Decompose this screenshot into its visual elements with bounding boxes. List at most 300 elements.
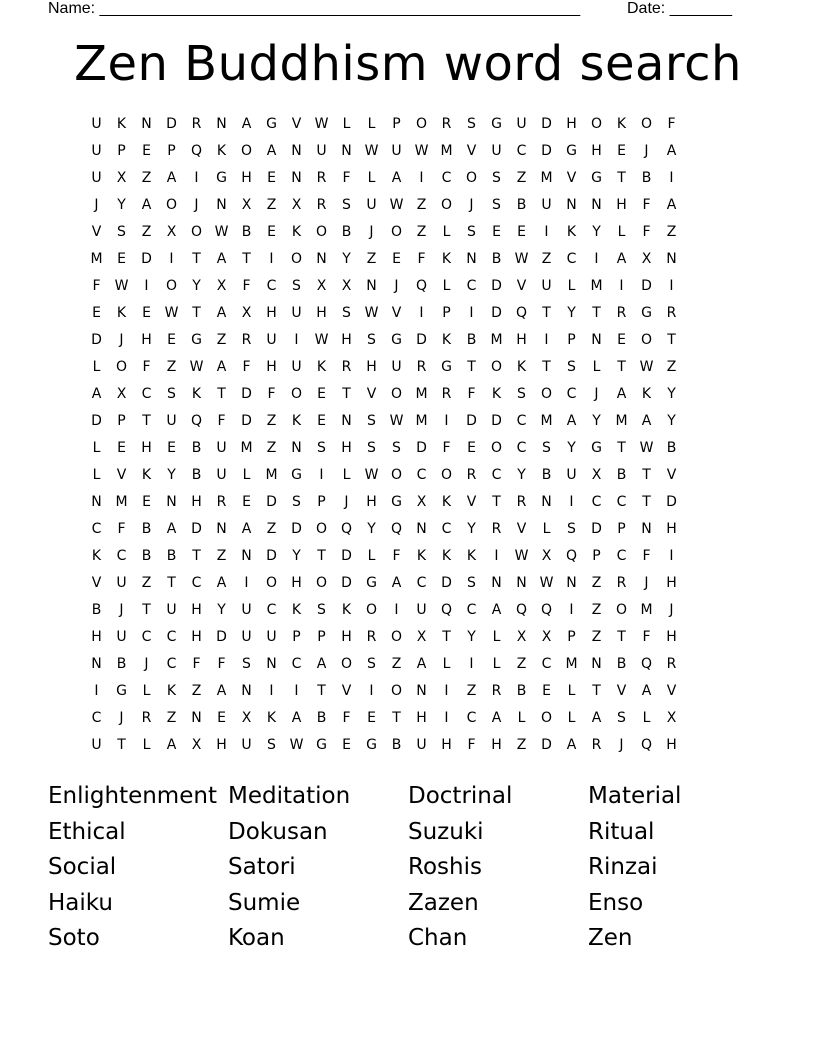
grid-letter: O (340, 656, 353, 672)
grid-letter: O (290, 386, 303, 402)
grid-letter: L (442, 656, 451, 672)
grid-letter: Z (391, 656, 402, 672)
grid-letter: K (116, 116, 127, 132)
grid-letter: K (566, 224, 577, 240)
grid-letter: K (141, 467, 152, 483)
grid-letter: V (516, 278, 527, 294)
grid-letter: R (491, 521, 502, 537)
grid-letter: L (567, 710, 576, 726)
grid-letter: P (317, 629, 326, 645)
grid-letter: W (364, 143, 379, 159)
grid-letter: F (642, 224, 651, 240)
grid-letter: A (641, 413, 652, 429)
grid-letter: T (192, 251, 201, 267)
grid-letter: C (166, 656, 177, 672)
grid-letter: N (416, 683, 427, 699)
grid-letter: C (516, 440, 527, 456)
grid-letter: T (492, 494, 501, 510)
grid-letter: D (266, 548, 277, 564)
grid-letter: N (541, 494, 552, 510)
grid-letter: W (639, 359, 654, 375)
grid-letter: C (541, 656, 552, 672)
grid-letter: H (616, 197, 627, 213)
grid-letter: I (669, 278, 674, 294)
grid-letter: J (644, 143, 649, 159)
grid-letter: R (341, 359, 352, 375)
grid-letter: C (616, 494, 627, 510)
grid-letter: T (442, 629, 451, 645)
grid-letter: Y (592, 224, 601, 240)
grid-letter: B (466, 332, 477, 348)
grid-letter: Q (190, 413, 203, 429)
grid-letter: B (391, 737, 402, 753)
grid-letter: Z (266, 197, 277, 213)
grid-letter: N (491, 575, 502, 591)
grid-letter: T (192, 548, 201, 564)
grid-letter: A (241, 521, 252, 537)
grid-letter: V (91, 224, 102, 240)
grid-letter: C (516, 413, 527, 429)
grid-letter: K (266, 710, 277, 726)
grid-letter: F (267, 386, 276, 402)
grid-letter: Y (667, 413, 676, 429)
grid-letter: R (591, 737, 602, 753)
grid-letter: U (266, 629, 277, 645)
grid-letter: R (666, 305, 677, 321)
grid-letter: R (241, 332, 252, 348)
grid-letter: D (91, 413, 102, 429)
grid-letter: V (91, 575, 102, 591)
grid-letter: H (491, 737, 502, 753)
grid-letter: U (91, 143, 102, 159)
grid-letter: F (642, 629, 651, 645)
grid-letter: F (467, 737, 476, 753)
grid-letter: I (419, 305, 424, 321)
grid-letter: H (591, 143, 602, 159)
grid-letter: A (316, 656, 327, 672)
grid-letter: K (516, 359, 527, 375)
grid-letter: Y (367, 521, 376, 537)
word-list-item: Sumie (228, 889, 301, 916)
grid-letter: S (367, 332, 376, 348)
grid-letter: N (216, 197, 227, 213)
grid-row (84, 247, 732, 274)
grid-letter: C (116, 548, 127, 564)
grid-row (84, 517, 732, 544)
grid-letter: B (116, 656, 127, 672)
grid-letter: F (642, 548, 651, 564)
grid-letter: O (590, 116, 603, 132)
grid-letter: E (317, 413, 326, 429)
grid-letter: V (391, 305, 402, 321)
grid-letter: S (317, 602, 326, 618)
grid-letter: D (541, 116, 552, 132)
grid-letter: S (367, 440, 376, 456)
grid-letter: D (166, 116, 177, 132)
grid-letter: J (369, 224, 374, 240)
grid-letter: S (617, 710, 626, 726)
grid-letter: D (141, 251, 152, 267)
grid-letter: T (217, 386, 226, 402)
grid-letter: T (167, 575, 176, 591)
grid-letter: W (514, 548, 529, 564)
grid-letter: T (192, 305, 201, 321)
grid-letter: O (390, 224, 403, 240)
grid-letter: X (291, 197, 302, 213)
word-list-item: Roshis (408, 854, 482, 880)
grid-letter: A (166, 521, 177, 537)
grid-letter: N (91, 494, 102, 510)
grid-row (84, 355, 732, 382)
grid-letter: P (567, 629, 576, 645)
grid-letter: L (592, 359, 601, 375)
grid-letter: N (166, 494, 177, 510)
grid-letter: O (490, 440, 503, 456)
grid-letter: U (541, 278, 552, 294)
grid-letter: S (317, 440, 326, 456)
grid-letter: L (142, 683, 151, 699)
grid-letter: Q (640, 656, 653, 672)
grid-letter: D (416, 440, 427, 456)
grid-letter: H (441, 737, 452, 753)
grid-letter: G (491, 116, 502, 132)
grid-letter: N (241, 548, 252, 564)
grid-letter: K (91, 548, 102, 564)
grid-letter: B (341, 224, 352, 240)
grid-letter: D (591, 521, 602, 537)
grid-letter: B (316, 710, 327, 726)
grid-letter: P (167, 143, 176, 159)
grid-letter: G (366, 737, 377, 753)
grid-letter: S (492, 170, 501, 186)
grid-letter: F (442, 440, 451, 456)
grid-letter: Z (591, 629, 602, 645)
grid-letter: U (391, 359, 402, 375)
grid-letter: C (516, 143, 527, 159)
grid-letter: D (491, 305, 502, 321)
grid-letter: G (641, 305, 652, 321)
grid-letter: S (492, 197, 501, 213)
grid-letter: W (389, 413, 404, 429)
grid-letter: D (491, 413, 502, 429)
grid-letter: D (241, 386, 252, 402)
grid-letter: Z (516, 656, 527, 672)
grid-letter: U (316, 143, 327, 159)
grid-letter: S (567, 521, 576, 537)
grid-letter: R (491, 683, 502, 699)
grid-letter: B (191, 440, 202, 456)
grid-letter: X (341, 278, 352, 294)
grid-letter: F (467, 386, 476, 402)
grid-letter: V (366, 386, 377, 402)
grid-letter: B (616, 467, 627, 483)
grid-letter: C (466, 710, 477, 726)
grid-letter: O (390, 683, 403, 699)
grid-letter: A (166, 170, 177, 186)
grid-letter: K (416, 548, 427, 564)
grid-letter: H (91, 629, 102, 645)
grid-letter: J (394, 278, 399, 294)
grid-letter: K (616, 116, 627, 132)
grid-row (84, 706, 732, 733)
grid-letter: Z (416, 197, 427, 213)
grid-letter: W (289, 737, 304, 753)
grid-letter: O (165, 197, 178, 213)
grid-letter: C (91, 521, 102, 537)
grid-letter: N (416, 521, 427, 537)
grid-letter: Y (292, 548, 301, 564)
grid-letter: C (191, 575, 202, 591)
grid-letter: O (415, 116, 428, 132)
grid-letter: X (316, 278, 327, 294)
grid-letter: D (416, 332, 427, 348)
grid-letter: O (390, 467, 403, 483)
grid-letter: N (191, 710, 202, 726)
grid-letter: C (291, 656, 302, 672)
grid-letter: C (441, 170, 452, 186)
grid-letter: Z (266, 440, 277, 456)
grid-letter: A (616, 251, 627, 267)
grid-letter: J (594, 386, 599, 402)
grid-letter: E (367, 710, 376, 726)
grid-letter: K (441, 332, 452, 348)
grid-letter: Q (515, 305, 528, 321)
grid-letter: X (241, 197, 252, 213)
grid-letter: D (491, 278, 502, 294)
grid-letter: U (216, 467, 227, 483)
grid-letter: G (566, 143, 577, 159)
grid-letter: E (617, 143, 626, 159)
grid-letter: M (265, 467, 278, 483)
word-list-item: Soto (48, 925, 100, 951)
grid-letter: X (516, 629, 527, 645)
grid-letter: U (541, 197, 552, 213)
grid-letter: N (516, 575, 527, 591)
grid-letter: J (669, 602, 674, 618)
grid-letter: J (469, 197, 474, 213)
grid-letter: L (567, 278, 576, 294)
word-list-item: Ritual (588, 818, 655, 845)
grid-letter: M (90, 251, 103, 267)
grid-letter: D (666, 494, 677, 510)
grid-letter: J (119, 332, 124, 348)
grid-letter: L (92, 359, 101, 375)
grid-letter: S (342, 305, 351, 321)
grid-letter: A (291, 710, 302, 726)
grid-letter: D (91, 332, 102, 348)
grid-letter: E (317, 386, 326, 402)
grid-letter: J (344, 494, 349, 510)
grid-letter: S (242, 656, 251, 672)
grid-letter: T (592, 305, 601, 321)
grid-letter: H (191, 602, 202, 618)
grid-letter: Z (366, 251, 377, 267)
grid-letter: R (141, 710, 152, 726)
grid-letter: F (667, 116, 676, 132)
grid-letter: H (366, 359, 377, 375)
grid-letter: E (167, 332, 176, 348)
grid-letter: F (342, 710, 351, 726)
grid-letter: X (591, 467, 602, 483)
grid-letter: Z (141, 575, 152, 591)
grid-letter: O (365, 602, 378, 618)
grid-letter: Y (567, 305, 576, 321)
grid-letter: Z (541, 251, 552, 267)
grid-letter: P (292, 629, 301, 645)
grid-row (84, 625, 732, 652)
grid-letter: A (616, 386, 627, 402)
grid-letter: T (542, 359, 551, 375)
grid-letter: I (669, 170, 674, 186)
grid-letter: Y (467, 629, 476, 645)
grid-letter: U (391, 143, 402, 159)
grid-letter: U (266, 332, 277, 348)
grid-letter: T (242, 251, 251, 267)
grid-letter: S (567, 359, 576, 375)
grid-letter: U (166, 413, 177, 429)
grid-letter: T (142, 413, 151, 429)
word-list-item: Zen (588, 925, 633, 951)
word-list-item: Enlightenment (48, 783, 217, 809)
grid-letter: H (666, 521, 677, 537)
grid-letter: T (542, 305, 551, 321)
grid-letter: N (641, 521, 652, 537)
grid-letter: U (91, 737, 102, 753)
grid-letter: U (241, 737, 252, 753)
grid-letter: O (290, 251, 303, 267)
grid-letter: Z (266, 413, 277, 429)
grid-letter: J (194, 197, 199, 213)
grid-letter: N (141, 116, 152, 132)
grid-letter: K (316, 359, 327, 375)
word-list-item: Material (588, 783, 682, 809)
grid-row (84, 679, 732, 706)
word-list (48, 780, 768, 958)
grid-letter: K (291, 602, 302, 618)
grid-letter: Q (515, 602, 528, 618)
grid-letter: A (91, 386, 102, 402)
grid-letter: P (592, 548, 601, 564)
grid-letter: P (392, 116, 401, 132)
grid-letter: I (569, 602, 574, 618)
word-list-item: Dokusan (228, 818, 328, 845)
grid-letter: I (444, 683, 449, 699)
grid-letter: T (392, 710, 401, 726)
grid-letter: E (392, 251, 401, 267)
grid-letter: E (267, 224, 276, 240)
grid-letter: S (517, 386, 526, 402)
grid-letter: C (441, 521, 452, 537)
grid-letter: G (441, 359, 452, 375)
grid-letter: I (269, 683, 274, 699)
grid-letter: N (666, 251, 677, 267)
grid-letter: H (316, 305, 327, 321)
grid-letter: M (640, 602, 653, 618)
grid-letter: N (216, 116, 227, 132)
grid-letter: K (341, 602, 352, 618)
grid-letter: C (491, 467, 502, 483)
grid-row (84, 274, 732, 301)
grid-letter: V (566, 170, 577, 186)
grid-letter: R (316, 170, 327, 186)
grid-letter: S (292, 494, 301, 510)
grid-letter: X (191, 737, 202, 753)
grid-letter: N (341, 143, 352, 159)
grid-letter: M (115, 494, 128, 510)
grid-letter: E (167, 440, 176, 456)
grid-letter: I (569, 494, 574, 510)
grid-letter: B (166, 548, 177, 564)
grid-row (84, 166, 732, 193)
grid-letter: I (544, 332, 549, 348)
grid-letter: Q (340, 521, 353, 537)
grid-letter: P (117, 143, 126, 159)
grid-letter: F (242, 359, 251, 375)
grid-letter: A (391, 170, 402, 186)
grid-letter: L (617, 224, 626, 240)
grid-letter: Z (166, 710, 177, 726)
grid-letter: R (441, 386, 452, 402)
grid-letter: G (316, 737, 327, 753)
grid-letter: O (640, 332, 653, 348)
grid-letter: F (242, 278, 251, 294)
grid-letter: E (617, 332, 626, 348)
grid-row (84, 220, 732, 247)
grid-letter: Q (440, 602, 453, 618)
grid-letter: M (540, 170, 553, 186)
grid-letter: B (491, 251, 502, 267)
grid-letter: E (267, 170, 276, 186)
grid-letter: A (216, 575, 227, 591)
grid-letter: Z (416, 224, 427, 240)
grid-letter: D (541, 737, 552, 753)
grid-letter: I (244, 575, 249, 591)
grid-letter: N (591, 656, 602, 672)
grid-letter: K (491, 386, 502, 402)
grid-letter: I (369, 683, 374, 699)
grid-letter: U (241, 602, 252, 618)
grid-letter: W (189, 359, 204, 375)
grid-letter: A (491, 602, 502, 618)
grid-letter: E (542, 683, 551, 699)
grid-letter: S (292, 278, 301, 294)
grid-letter: U (241, 629, 252, 645)
grid-letter: O (265, 575, 278, 591)
grid-letter: S (267, 737, 276, 753)
grid-letter: R (316, 197, 327, 213)
grid-letter: O (540, 710, 553, 726)
grid-letter: R (666, 656, 677, 672)
word-list-item: Suzuki (408, 818, 484, 845)
grid-row (84, 571, 732, 598)
grid-letter: K (441, 494, 452, 510)
grid-letter: M (240, 440, 253, 456)
word-list-item: Zazen (408, 889, 479, 916)
grid-letter: X (241, 305, 252, 321)
grid-letter: A (216, 251, 227, 267)
grid-letter: F (217, 656, 226, 672)
grid-letter: V (466, 143, 477, 159)
grid-letter: N (291, 143, 302, 159)
grid-letter: L (442, 278, 451, 294)
grid-letter: O (640, 116, 653, 132)
grid-row (84, 328, 732, 355)
grid-letter: C (416, 467, 427, 483)
grid-letter: D (541, 143, 552, 159)
grid-letter: X (166, 224, 177, 240)
grid-letter: H (366, 494, 377, 510)
grid-letter: I (444, 413, 449, 429)
